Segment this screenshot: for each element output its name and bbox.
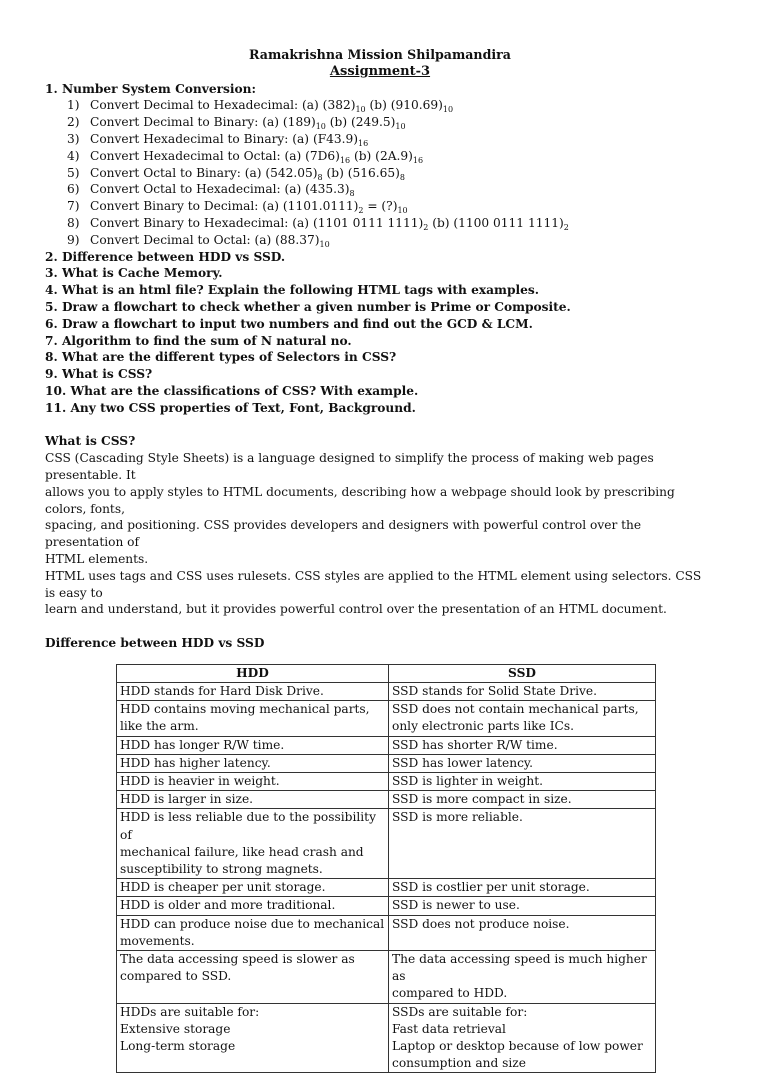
table-row — [117, 701, 656, 736]
base-subscript: 16 — [412, 155, 424, 165]
item-text: (b) (2A.9) — [350, 148, 413, 163]
base-subscript: 8 — [399, 172, 405, 182]
conversion-item — [45, 131, 715, 148]
item-number: 1) — [67, 98, 80, 113]
hdd-cell — [117, 791, 389, 809]
ssd-cell — [389, 915, 656, 950]
hdd-cell — [117, 897, 389, 915]
cell-line: The data accessing speed is much higher as — [392, 951, 647, 984]
conversion-item — [45, 114, 715, 131]
item-number: 8) — [67, 215, 80, 230]
base-subscript: 10 — [395, 122, 406, 132]
base-subscript: 2 — [358, 206, 364, 216]
cell-line: SSD does not contain mechanical parts, — [392, 702, 639, 717]
base-subscript: 10 — [319, 239, 330, 249]
cell-line: HDD is heavier in weight. — [120, 773, 280, 788]
question-item: 8. What are the different types of Selectors in CSS? — [45, 350, 397, 365]
cell-line: SSD is newer to use. — [392, 898, 520, 913]
cell-line: Laptop or desktop because of low power — [392, 1038, 643, 1053]
item-text: = (?) — [363, 199, 398, 214]
item-text: Convert Binary to Hexadecimal: (a) (1101 0111 1111) — [90, 215, 424, 230]
question-item: 7. Algorithm to find the sum of N natural no. — [45, 333, 352, 348]
ssd-cell — [389, 791, 656, 809]
conversion-item — [45, 181, 715, 198]
table-row — [117, 879, 656, 897]
cell-line: HDD has longer R/W time. — [120, 737, 285, 752]
document-page — [45, 47, 715, 1073]
item-text: Convert Decimal to Binary: (a) (189) — [90, 115, 316, 130]
ssd-cell — [389, 701, 656, 736]
conversion-item — [45, 148, 715, 165]
table-row — [117, 754, 656, 772]
item-text: Convert Decimal to Hexadecimal: (a) (382) — [90, 98, 356, 113]
item-text: Convert Octal to Binary: (a) (542.05) — [90, 165, 318, 180]
conversion-item — [45, 232, 715, 249]
hdd-cell — [117, 950, 389, 1003]
base-subscript: 8 — [349, 189, 355, 199]
item-number: 7) — [67, 199, 80, 214]
cell-line: HDD can produce noise due to mechanical — [120, 916, 385, 931]
item-number: 3) — [67, 131, 80, 146]
cell-line: HDD is cheaper per unit storage. — [120, 880, 326, 895]
base-subscript: 10 — [355, 105, 366, 115]
question-item: 11. Any two CSS properties of Text, Font, Background. — [45, 400, 416, 415]
institution-title: Ramakrishna Mission Shilpamandira — [249, 47, 511, 62]
item-text: Convert Decimal to Octal: (a) (88.37) — [90, 232, 320, 247]
paragraph-line: HTML elements. — [45, 551, 149, 566]
cell-line: compared to HDD. — [392, 986, 508, 1001]
table-row — [117, 772, 656, 790]
paragraph-line: CSS (Cascading Style Sheets) is a language designed to simplify the process of making web pages presentable. It — [45, 451, 654, 482]
cell-line: susceptibility to strong magnets. — [120, 861, 323, 876]
cell-line: compared to SSD. — [120, 969, 232, 984]
table-row — [117, 682, 656, 700]
question-item: 5. Draw a flowchart to check whether a given number is Prime or Composite. — [45, 299, 571, 314]
conversion-list — [45, 97, 715, 248]
conversion-item — [45, 165, 715, 182]
cell-line: like the arm. — [120, 719, 199, 734]
ssd-cell — [389, 736, 656, 754]
base-subscript: 16 — [339, 155, 351, 165]
question-item: 3. What is Cache Memory. — [45, 266, 223, 281]
base-subscript: 2 — [563, 222, 569, 232]
question-item: 2. Difference between HDD vs SSD. — [45, 249, 286, 264]
hdd-cell — [117, 1003, 389, 1073]
question-list — [45, 249, 715, 417]
cell-line: HDD is larger in size. — [120, 792, 254, 807]
cell-line: SSD is lighter in weight. — [392, 773, 543, 788]
hdd-cell — [117, 772, 389, 790]
table-row — [117, 809, 656, 879]
cell-line: SSD is more compact in size. — [392, 792, 572, 807]
item-number: 9) — [67, 232, 80, 247]
cell-line: Fast data retrieval — [392, 1021, 506, 1036]
table-header-row — [117, 664, 656, 682]
hdd-ssd-table — [116, 664, 656, 1073]
base-subscript: 16 — [358, 138, 369, 148]
conversion-item — [45, 97, 715, 114]
table-row — [117, 791, 656, 809]
cell-line: HDDs are suitable for: — [120, 1004, 260, 1019]
base-subscript: 10 — [315, 122, 326, 132]
cell-line: movements. — [120, 933, 195, 948]
ssd-cell — [389, 950, 656, 1003]
item-text: Convert Hexadecimal to Octal: (a) (7D6) — [90, 148, 340, 163]
cell-line: Long-term storage — [120, 1038, 236, 1053]
item-text: Convert Binary to Decimal: (a) (1101.0111) — [90, 199, 359, 214]
column-header-hdd: HDD — [117, 664, 389, 682]
paragraph-line: allows you to apply styles to HTML documents, describing how a webpage should look by prescribing colors, fonts, — [45, 484, 675, 516]
css-paragraph-1 — [45, 450, 715, 568]
cell-line: SSD stands for Solid State Drive. — [392, 683, 597, 698]
item-number: 2) — [67, 115, 80, 130]
cell-line: SSD is more reliable. — [392, 810, 523, 825]
conversion-item — [45, 215, 715, 232]
hdd-cell — [117, 879, 389, 897]
hdd-cell — [117, 754, 389, 772]
ssd-cell — [389, 879, 656, 897]
table-row — [117, 1003, 656, 1073]
table-row — [117, 736, 656, 754]
cell-line: HDD is less reliable due to the possibility of — [120, 810, 376, 842]
cell-line: The data accessing speed is slower as — [120, 951, 355, 966]
cell-line: HDD contains moving mechanical parts, — [120, 702, 370, 717]
question-item: 4. What is an html file? Explain the following HTML tags with examples. — [45, 283, 539, 298]
ssd-cell — [389, 809, 656, 879]
table-row — [117, 897, 656, 915]
hdd-ssd-heading: Difference between HDD vs SSD — [45, 635, 265, 650]
item-text: (b) (249.5) — [325, 115, 396, 130]
question-item: 9. What is CSS? — [45, 367, 153, 382]
conversion-item — [45, 198, 715, 215]
assignment-title: Assignment-3 — [329, 63, 431, 79]
css-heading: What is CSS? — [45, 434, 136, 449]
base-subscript: 8 — [317, 172, 323, 182]
question-item: 6. Draw a flowchart to input two numbers and find out the GCD & LCM. — [45, 316, 533, 331]
ssd-cell — [389, 1003, 656, 1073]
column-header-ssd: SSD — [389, 664, 656, 682]
hdd-cell — [117, 809, 389, 879]
hdd-cell — [117, 736, 389, 754]
item-number: 6) — [67, 182, 80, 197]
ssd-cell — [389, 754, 656, 772]
cell-line: SSD does not produce noise. — [392, 916, 570, 931]
cell-line: SSD is costlier per unit storage. — [392, 880, 590, 895]
ssd-cell — [389, 682, 656, 700]
paragraph-line: spacing, and positioning. CSS provides developers and designers with powerful control over the presentation of — [45, 518, 642, 550]
table-row — [117, 915, 656, 950]
cell-line: HDD is older and more traditional. — [120, 898, 336, 913]
item-text: (b) (516.65) — [322, 165, 400, 180]
cell-line: Extensive storage — [120, 1021, 231, 1036]
question-item: 10. What are the classifications of CSS? With example. — [45, 383, 419, 398]
table-row — [117, 950, 656, 1003]
cell-line: SSD has shorter R/W time. — [392, 737, 558, 752]
cell-line: mechanical failure, like head crash and — [120, 844, 364, 859]
cell-line: only electronic parts like ICs. — [392, 719, 574, 734]
item-text: Convert Hexadecimal to Binary: (a) (F43.9) — [90, 131, 359, 146]
base-subscript: 10 — [397, 206, 408, 216]
cell-line: HDD has higher latency. — [120, 755, 271, 770]
paragraph-line: learn and understand, but it provides powerful control over the presentation of an HTML document. — [45, 602, 667, 617]
ssd-cell — [389, 897, 656, 915]
item-number: 4) — [67, 148, 80, 163]
base-subscript: 10 — [442, 105, 454, 115]
hdd-cell — [117, 701, 389, 736]
hdd-cell — [117, 682, 389, 700]
item-text: Convert Octal to Hexadecimal: (a) (435.3) — [90, 182, 350, 197]
cell-line: consumption and size — [392, 1056, 526, 1071]
base-subscript: 2 — [423, 222, 429, 232]
item-text: (b) (1100 0111 1111) — [428, 215, 564, 230]
question-1: 1. Number System Conversion: — [45, 81, 256, 96]
ssd-cell — [389, 772, 656, 790]
hdd-cell — [117, 915, 389, 950]
item-text: (b) (910.69) — [365, 98, 443, 113]
item-number: 5) — [67, 165, 80, 180]
paragraph-line: HTML uses tags and CSS uses rulesets. CSS styles are applied to the HTML element using selectors. CSS is easy to — [45, 568, 702, 600]
cell-line: HDD stands for Hard Disk Drive. — [120, 683, 324, 698]
cell-line: SSDs are suitable for: — [392, 1004, 528, 1019]
css-paragraph-2 — [45, 568, 715, 618]
cell-line: SSD has lower latency. — [392, 755, 534, 770]
